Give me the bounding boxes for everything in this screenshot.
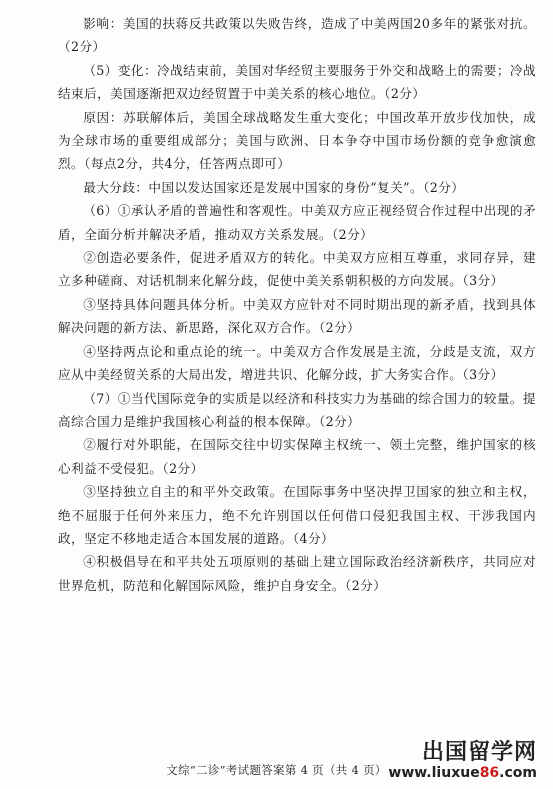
paragraph-q6-point1: （6）①承认矛盾的普遍性和客观性。中美双方应正视经贸合作过程中出现的矛盾，全面分析并解决矛盾，推动双方关系发展。（2分） <box>58 203 536 242</box>
paragraph-q7-point3: ③坚持独立自主的和平外交政策。在国际事务中坚决捍卫国家的独立和主权，绝不屈服于任何外来压力，绝不允许别国以任何借口侵犯我国主权、干涉我国内政，坚定不移地走适合本国发展的道路。（4分） <box>58 484 536 546</box>
page-footer: 文综“二诊”考试题答案第 4 页（共 4 页） <box>166 763 387 777</box>
paragraph-q7-point2: ②履行对外职能，在国际交往中切实保障主权统一、领土完整，维护国家的核心利益不受侵犯。（2分） <box>58 437 536 476</box>
paragraph-q5-change: （5）变化：冷战结束前，美国对华经贸主要服务于外交和战略上的需要；冷战结束后，美国逐渐把双边经贸置于中美关系的核心地位。（2分） <box>58 62 536 102</box>
watermark-url-accent: 86 <box>479 765 500 781</box>
paragraph-q6-point4: ④坚持两点论和重点论的统一。中美双方合作发展是主流，分歧是支流，双方应从中美经贸关系的大局出发，增进共识、化解分歧，扩大务实合作。（3分） <box>58 343 536 383</box>
paragraph-q6-point3: ③坚持具体问题具体分析。中美双方应针对不同时期出现的新矛盾，找到具体解决问题的新方法、新思路，深化双方合作。（2分） <box>58 296 536 336</box>
watermark-site-name: 出国留学网 <box>421 740 537 765</box>
paragraph-q7-point1: （7）①当代国际竞争的实质是以经济和科技实力为基础的综合国力的较量。提高综合国力是维护我国核心利益的根本保障。（2分） <box>58 390 536 429</box>
watermark-url-suffix: .com <box>499 765 537 781</box>
paragraph-q6-point2: ②创造必要条件，促进矛盾双方的转化。中美双方应相互尊重，求同存异，建立多种磋商、对话机制来化解分歧，促使中美关系朝积极的方向发展。（3分） <box>58 250 536 289</box>
paragraph-influence: 影响：美国的扶蒋反共政策以失败告终，造成了中美两国20多年的紧张对抗。（2分） <box>58 16 536 55</box>
site-watermark <box>388 741 537 781</box>
watermark-url <box>388 765 537 781</box>
answer-content <box>58 12 536 597</box>
paragraph-q7-point4: ④积极倡导在和平共处五项原则的基础上建立国际政治经济新秩序，共同应对世界危机，防范和化解国际风险，维护自身安全。（2分） <box>58 554 536 593</box>
paragraph-q5-reason: 原因：苏联解体后，美国全球战略发生重大变化；中国改革开放步伐加快，成为全球市场的重要组成部分；美国与欧洲、日本争夺中国市场份额的竞争愈演愈烈。（每点2分，共4分，任答两点即可） <box>58 109 536 172</box>
watermark-url-prefix: www.liuxue <box>388 765 480 781</box>
paragraph-q5-divergence: 最大分歧：中国以发达国家还是发展中国家的身份“复关”。（2分） <box>83 179 465 195</box>
